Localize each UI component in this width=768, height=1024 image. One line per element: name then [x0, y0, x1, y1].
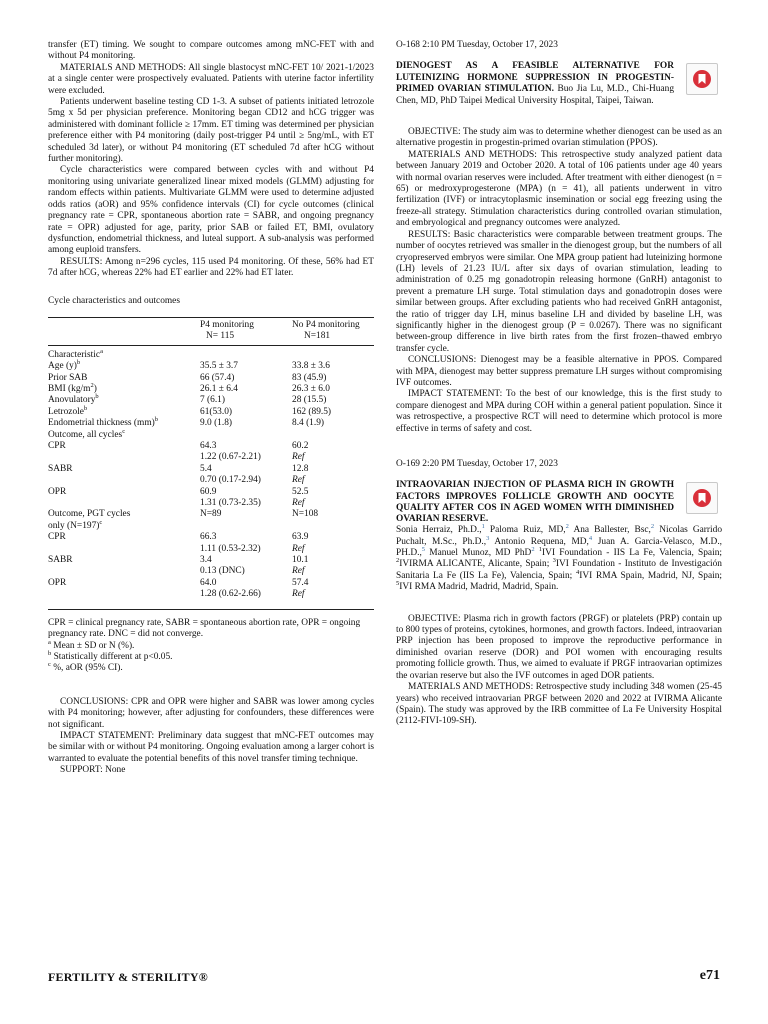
- table-note: $^a$ Mean ± SD or N (%).: [48, 638, 135, 651]
- paragraph: IMPACT STATEMENT: Preliminary data suggest that mNC-FET outcomes may be similar with or without P4 monitoring. Ongoing evaluation among a larger cohort is warranted to evaluate the potential benefits of this novel transfer timing technique.: [48, 730, 374, 764]
- table-row: 1.11 (0.53-2.32) Ref: [200, 543, 305, 554]
- session-line: O-168 2:10 PM Tuesday, October 17, 2023: [396, 40, 558, 50]
- table-row: Prior SAB 66 (57.4) 83 (45.9): [48, 372, 327, 383]
- table-header-row: [48, 331, 374, 345]
- abstract-authors: Sonia Herraiz, Ph.D.,$^1$ Paloma Ruiz, MD,$^2$ Ana Ballester, Bsc,$^2$ Nicolas Garrido Puchalt, M.Sc., Ph.D.,$^3$ Antonio Requena, MD,$^4$ Juan A. Garcia-Velasco, M.D., PH.D.,$^5$ Manuel Munoz, MD PhD$^2$ $^1$IVI Foundation - IIS La Fe, Valencia, Spain; $^2$IVIRMA ALICANTE, Alicante, Spain; $^3$IVI Foundation - Instituto de Investigación Sanitaria La Fe (IIS La Fe), Valencia, Spain; $^4$IVI RMA Spain, Madrid, NJ, Spain; $^5$IVI RMA Madrid, Madrid, Madrid, Spain.: [396, 523, 723, 593]
- abstract-title: DIENOGEST AS A FEASIBLE ALTERNATIVE FOR LUTEINIZING HORMONE SUPPRESSION IN PROGESTIN-PRIMED OVARIAN STIMULATION.: [396, 61, 674, 95]
- table-row: OPR 60.9 52.5: [48, 486, 309, 497]
- paragraph: OBJECTIVE: Plasma rich in growth factors (PRGF) or platelets (PRP) contain up to 800 types of proteins, cytokines, hormones, and growth factors. Indeed, intraovarian PRP injection has been proposed to improve the reproductive performance in diminished ovarian reserve (DOR) and POI women with encouraging results promoting follicle growth. Thus, we aimed to evaluate if PRGF intraovarian optimizes the ovarian reserve but also the IVF outcomes in aged DOR patients.: [396, 613, 722, 681]
- table-row: 1.28 (0.62-2.66) Ref: [48, 589, 374, 609]
- table-row: SABR 3.4 10.1: [48, 555, 309, 566]
- table-row: 0.13 (DNC) Ref: [200, 566, 305, 577]
- left-column: [48, 40, 374, 777]
- page-number: e71: [699, 968, 720, 983]
- table-row: 1.22 (0.67-2.21) Ref: [200, 452, 305, 463]
- paragraph: MATERIALS AND METHODS: This retrospective study analyzed patient data between January 2019 and October 2020. A total of 106 patients under age 40 years with normal ovarian reserves were included. After treatment with either dienogest (n = 65) or medroxyprogesterone (MPA) (n = 41), all patients underwent in vitro fertilization (IVF) or intracytoplasmic insemination or social egg freezing using the freeze-all strategy. Stimulation characteristics during controlled ovarian stimulation, and embryological and pregnancy outcomes were analyzed.: [396, 149, 722, 229]
- paragraph: Patients underwent baseline testing CD 1-3. A subset of patients initiated letrozole 5mg x 5d per physician preference. Monitoring began CD12 and hCG trigger was administered with dominant follicle ≥ 17mm. ET timing was determined per physician preference either with P4 monitoring (daily post-trigger P4 until ≥ 5ng/mL, with ET scheduled 3d later), or without P4 monitoring (ET scheduled 7d after hCG without further monitoring).: [48, 97, 374, 165]
- col-header: P4 monitoring: [200, 319, 254, 330]
- table-row: Outcome, PGT cycles N=89 N=108: [48, 509, 319, 520]
- table-row: Letrozole$^b$ 61(53.0) 162 (89.5): [48, 404, 332, 417]
- crossmark-icon[interactable]: [686, 482, 718, 514]
- table-row: Outcome, all cycles$^c$: [48, 427, 126, 440]
- paragraph: IMPACT STATEMENT: To the best of our knowledge, this is the first study to compare dienogest and MPA during COH within a general patient population. Since it was retrospective, a prospective RCT will need to determine which protocol is more effective in terms of safety and cost.: [396, 389, 722, 434]
- table-row: 0.70 (0.17-2.94) Ref: [200, 475, 305, 486]
- table-row: 1.31 (0.73-2.35) Ref: [200, 498, 305, 509]
- table-row: SABR 5.4 12.8: [48, 463, 309, 474]
- paragraph: CONCLUSIONS: Dienogest may be a feasible alternative in PPOS. Compared with MPA, dienogest may better suppress premature LH surges without compromising IVF outcomes.: [396, 355, 722, 388]
- col-header: No P4 monitoring: [292, 319, 360, 330]
- abstract-authors: Buo Jia Lu, M.D., Chi-Huang Chen, MD, PhD Taipei Medical University Hospital, Taipei, Taiwan.: [396, 84, 675, 106]
- right-column: [396, 40, 722, 728]
- table-row: only (N=197)$^c$: [48, 518, 103, 531]
- table-caption: Cycle characteristics and outcomes: [48, 295, 180, 306]
- table-row: OPR 64.0 57.4: [48, 577, 309, 588]
- paragraph: Cycle characteristics were compared between cycles with and without P4 monitoring using univariate generalized linear mixed models (GLMM) adjusting for random effects within patients. Multivariate GLMM were used to determine adjusted odds ratios (aOR) and 95% confidence intervals (CI) for cycle outcomes (clinical pregnancy rate = CPR, spontaneous abortion rate = SABR, and ongoing pregnancy rate = OPR) adjusted for age, parity, prior SAB or failed ET, BMI, ovulatory dysfunction, endometrial thickness, and luteal support. A sub-analysis was performed among euploid transfers.: [48, 165, 374, 256]
- paragraph: OBJECTIVE: The study aim was to determine whether dienogest can be used as an alternative progestin in progestin-primed ovarian stimulation (PPOS).: [396, 127, 722, 149]
- paragraph: RESULTS: Among n=296 cycles, 115 used P4 monitoring. Of these, 56% had ET 7d after hCG, whereas 22% had ET earlier and 22% had ET later.: [48, 256, 374, 279]
- paragraph: transfer (ET) timing. We sought to compare outcomes among mNC-FET with and without P4 monitoring.: [48, 40, 374, 62]
- table-row: BMI $(kg/m^2)$ 26.1 ± 6.4 26.3 ± 6.0: [48, 381, 330, 394]
- abstract-header: [396, 61, 722, 107]
- table-row: Endometrial thickness (mm)$^b$ 9.0 (1.8) 8.4 (1.9): [48, 416, 325, 429]
- paragraph: CONCLUSIONS: CPR and OPR were higher and SABR was lower among cycles with P4 monitoring; however, after adjusting for confounders, these differences were not significant.: [48, 696, 374, 730]
- crossmark-icon[interactable]: [686, 63, 718, 95]
- journal-name: FERTILITY & STERILITY®: [48, 970, 208, 984]
- paragraph: MATERIALS AND METHODS: Retrospective study including 348 women (25-45 years) who received intraovarian PRGF between 2020 and 2022 at IVIRMA Alicante (Spain). The study was approved by the IRB committee of La Fe University Hospital (2112-FIVI-109-SH).: [396, 682, 722, 727]
- abstract-header: [396, 480, 722, 525]
- table-note: CPR = clinical pregnancy rate, SABR = spontaneous abortion rate, OPR = ongoing pregnancy rate. DNC = did not converge.: [48, 617, 361, 640]
- col-header: N= 115: [206, 331, 235, 342]
- table-row: Age $(y)^b$ 35.5 ± 3.7 33.8 ± 3.6: [48, 359, 330, 372]
- table-note: $^c$ %, aOR (95% CI).: [48, 661, 123, 674]
- paragraph: MATERIALS AND METHODS: All single blastocyst mNC-FET 10/ 2021-1/2023 at a single center were prospectively evaluated. Patients with uterine factor infertility were excluded.: [48, 62, 374, 96]
- abstract-title: INTRAOVARIAN INJECTION OF PLASMA RICH IN GROWTH FACTORS IMPROVES FOLLICLE GROWTH AND OOCYTE QUALITY AFTER COS IN AGED WOMEN WITH DIMINISHED OVARIAN RESERVE.: [396, 480, 674, 525]
- table-row: Characteristic$^a$: [48, 347, 103, 360]
- paragraph: RESULTS: Basic characteristics were comparable between treatment groups. The number of oocytes retrieved was smaller in the dienogest group, but the numbers of all cryopreserved embryos were similar. One MPA group patient had luteinizing hormone (LH) levels of 21.23 IU/L after six days of ovarian stimulation, leading to administration of 0.25 mg gonadotropin releasing hormone (GnRH) antagonist to prevent a premature LH surge. Total stimulation days and gonadotropin doses were similar between groups. After excluding patients who had received GnRH antagonist, the ratio of trigger day LH, minus baseline LH and divided by baseline LH, was significantly higher in the dienogest group (P = 0.0267). There was no significant between-group difference in live birth rates from the first frozen–thawed embryo transfer cycle.: [396, 229, 722, 354]
- paragraph: SUPPORT: None: [60, 765, 126, 776]
- table-note: $^b$ Statistically different at p<0.05.: [48, 649, 173, 662]
- table-row: CPR 66.3 63.9: [48, 532, 309, 543]
- table-notes: [48, 618, 374, 675]
- table-row: CPR 64.3 60.2: [48, 441, 309, 451]
- table-header-row: [48, 317, 374, 331]
- cycle-table: [48, 317, 374, 610]
- col-header: N=181: [304, 331, 331, 342]
- session-line: O-169 2:20 PM Tuesday, October 17, 2023: [396, 459, 558, 469]
- table-row: Anovulatory$^b$ 7 (6.1) 28 (15.5): [48, 393, 327, 406]
